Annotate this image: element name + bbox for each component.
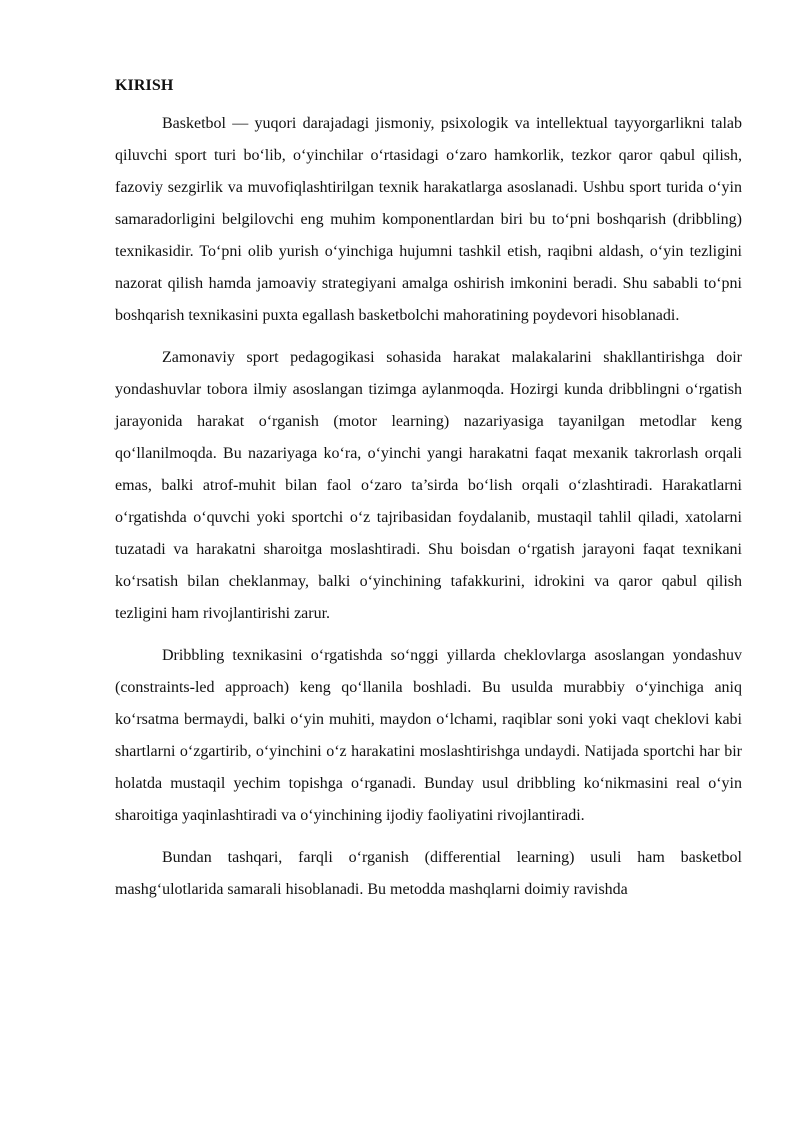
paragraph-4: Bundan tashqari, farqli o‘rganish (differential learning) usuli ham basketbol mashg‘ulotlarida samarali hisoblanadi. Bu metodda mashqlarni doimiy ravishda — [115, 849, 742, 898]
paragraph-1: Basketbol — yuqori darajadagi jismoniy, psixologik va intellektual tayyorgarlikni talab qiluvchi sport turi bo‘lib, o‘yinchilar o‘rtasidagi o‘zaro hamkorlik, tezkor qaror qabul qilish, fazoviy sezgirlik va muvofiqlashtirilgan texnik harakatlarga asoslanadi. Ushbu sport turida o‘yin samaradorligini belgilovchi eng muhim komponentlardan biri bu to‘pni boshqarish (dribbling) texnikasidir. To‘pni olib yurish o‘yinchiga hujumni tashkil etish, raqibni aldash, o‘yin tezligini nazorat qilish hamda jamoaviy strategiyani amalga oshirish imkonini beradi. Shu sababli to‘pni boshqarish texnikasini puxta egallash basketbolchi mahoratining poydevori hisoblanadi. — [115, 115, 742, 324]
paragraph-3: Dribbling texnikasini o‘rgatishda so‘nggi yillarda cheklovlarga asoslangan yondashuv (constraints-led approach) keng qo‘llanila boshladi. Bu usulda murabbiy o‘yinchiga aniq ko‘rsatma bermaydi, balki o‘yin muhiti, maydon o‘lchami, raqiblar soni yoki vaqt cheklovi kabi shartlarni o‘zgartirib, o‘yinchini o‘z harakatini moslashtirishga undaydi. Natijada sportchi har bir holatda mustaqil yechim topishga o‘rganadi. Bunday usul dribbling ko‘nikmasini real o‘yin sharoitiga yaqinlashtiradi va o‘yinchining ijodiy faoliyatini rivojlantiradi. — [115, 647, 742, 824]
paragraph-2: Zamonaviy sport pedagogikasi sohasida harakat malakalarini shakllantirishga doir yondashuvlar tobora ilmiy asoslangan tizimga aylanmoqda. Hozirgi kunda dribblingni o‘rgatish jarayonida harakat o‘rganish (motor learning) nazariyasiga tayanilgan metodlar keng qo‘llanilmoqda. Bu nazariyaga ko‘ra, o‘yinchi yangi harakatni faqat mexanik takrorlash orqali emas, balki atrof-muhit bilan faol o‘zaro ta’sirda bo‘lish orqali o‘zlashtiradi. Harakatlarni o‘rgatishda o‘quvchi yoki sportchi o‘z tajribasidan foydalanib, mustaqil tahlil qiladi, xatolarni tuzatadi va harakatni sharoitga moslashtiradi. Shu boisdan o‘rgatish jarayoni faqat texnikani ko‘rsatish bilan cheklanmay, balki o‘yinchining tafakkurini, idrokini va qaror qabul qilish tezligini ham rivojlantirishi zarur. — [115, 349, 742, 622]
section-heading: KIRISH — [115, 77, 174, 94]
page-content — [115, 74, 742, 916]
